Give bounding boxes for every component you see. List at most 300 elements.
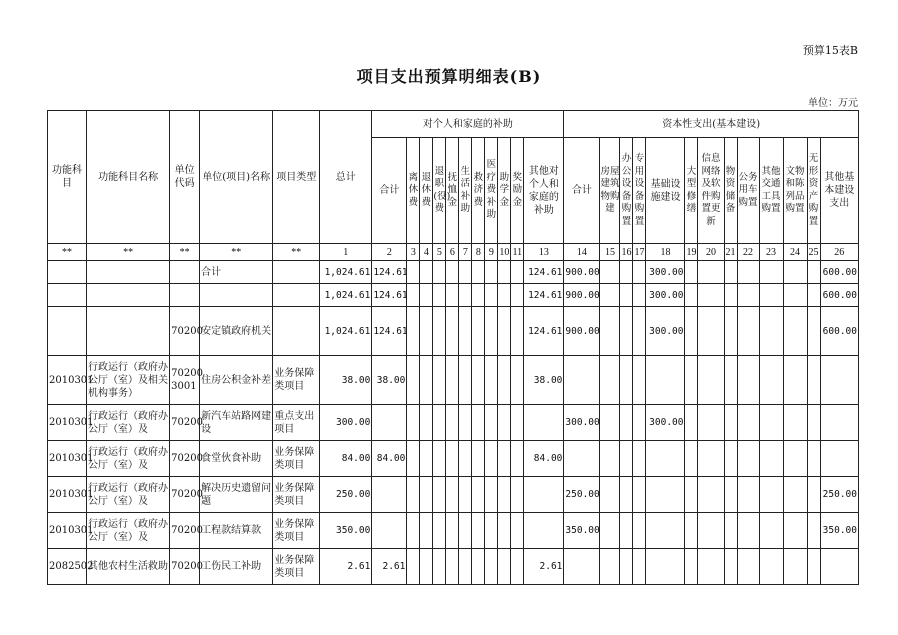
cell-func-name: 行政运行（政府办公厅（室）及 (87, 441, 170, 477)
cell-empty (724, 513, 737, 549)
cell-total: 350.00 (320, 513, 372, 549)
cell-empty (498, 307, 511, 356)
cell-k-total (564, 441, 600, 477)
cell-empty (433, 405, 446, 441)
table-row (48, 405, 859, 441)
cell-k-total: 300.00 (564, 405, 600, 441)
cell-empty (600, 405, 620, 441)
cell-proj-type: 业务保障类项目 (273, 549, 320, 585)
cell-empty (498, 513, 511, 549)
cell-empty (407, 441, 420, 477)
cell-empty (485, 441, 498, 477)
cell-k-other: 600.00 (820, 284, 858, 307)
cell-empty (698, 307, 724, 356)
cell-empty (807, 284, 820, 307)
cell-empty (807, 513, 820, 549)
cell-empty (446, 261, 459, 284)
table-row (48, 356, 859, 405)
index-cell: ** (87, 244, 170, 261)
cell-proj-type (273, 284, 320, 307)
cell-empty (407, 261, 420, 284)
cell-s-total (372, 513, 407, 549)
header-group-capital: 资本性支出(基本建设) (564, 111, 859, 138)
cell-empty (620, 477, 633, 513)
cell-func-code: 2010301 (48, 513, 87, 549)
cell-unit-code: 70200 (170, 513, 200, 549)
cell-empty (407, 284, 420, 307)
cell-empty (759, 549, 783, 585)
cell-k-total: 250.00 (564, 477, 600, 513)
cell-empty (698, 284, 724, 307)
cell-unit-code: 70200 (170, 307, 200, 356)
table-row (48, 513, 859, 549)
header-unit-code: 单位代码 (170, 111, 200, 244)
cell-unit-name: 合计 (200, 261, 273, 284)
cell-empty (783, 405, 807, 441)
cell-proj-type (273, 261, 320, 284)
cell-empty (759, 261, 783, 284)
cell-empty (633, 356, 646, 405)
table-row (48, 477, 859, 513)
cell-empty (446, 405, 459, 441)
cell-func-code: 2010301 (48, 441, 87, 477)
cell-empty (737, 356, 759, 405)
cell-s-total: 124.61 (372, 307, 407, 356)
header-s-reward: 奖励金 (511, 138, 524, 244)
cell-s-total: 84.00 (372, 441, 407, 477)
index-cell: 23 (759, 244, 783, 261)
cell-empty (737, 477, 759, 513)
cell-s-other: 124.61 (524, 261, 564, 284)
cell-empty (459, 477, 472, 513)
table-row (48, 284, 859, 307)
cell-s-other: 124.61 (524, 284, 564, 307)
cell-empty (600, 549, 620, 585)
cell-k-infra: 300.00 (646, 284, 685, 307)
cell-empty (407, 307, 420, 356)
cell-empty (759, 477, 783, 513)
cell-empty (807, 356, 820, 405)
cell-empty (485, 261, 498, 284)
cell-s-other: 38.00 (524, 356, 564, 405)
header-s-total: 合计 (372, 138, 407, 244)
cell-unit-name: 住房公积金补差 (200, 356, 273, 405)
cell-empty (511, 261, 524, 284)
cell-s-other: 84.00 (524, 441, 564, 477)
cell-empty (685, 284, 698, 307)
cell-empty (498, 477, 511, 513)
header-func-code: 功能科目 (48, 111, 87, 244)
cell-empty (698, 356, 724, 405)
cell-empty (446, 307, 459, 356)
cell-total: 2.61 (320, 549, 372, 585)
cell-empty (433, 477, 446, 513)
cell-empty (737, 513, 759, 549)
cell-k-infra (646, 477, 685, 513)
cell-empty (737, 405, 759, 441)
index-cell: 6 (446, 244, 459, 261)
cell-k-infra: 300.00 (646, 405, 685, 441)
cell-empty (459, 284, 472, 307)
cell-empty (724, 307, 737, 356)
header-k-other: 其他基本建设支出 (820, 138, 858, 244)
header-k-car: 公务用车购置 (737, 138, 759, 244)
cell-empty (485, 477, 498, 513)
header-k-relics: 文物和陈列品购置 (783, 138, 807, 244)
cell-func-name: 行政运行（政府办公厅（室）及 (87, 405, 170, 441)
index-cell: 22 (737, 244, 759, 261)
header-k-total: 合计 (564, 138, 600, 244)
cell-empty (433, 356, 446, 405)
cell-empty (759, 307, 783, 356)
header-s-living: 生活补助 (459, 138, 472, 244)
cell-total: 38.00 (320, 356, 372, 405)
cell-s-other (524, 405, 564, 441)
cell-empty (633, 441, 646, 477)
index-cell: 16 (620, 244, 633, 261)
cell-empty (420, 549, 433, 585)
header-s-resign: 退职(役)费 (433, 138, 446, 244)
cell-empty (511, 405, 524, 441)
cell-empty (600, 284, 620, 307)
cell-k-infra (646, 441, 685, 477)
cell-s-total (372, 477, 407, 513)
cell-empty (433, 549, 446, 585)
header-func-name: 功能科目名称 (87, 111, 170, 244)
cell-empty (724, 284, 737, 307)
cell-func-name: 行政运行（政府办公厅（室）及 (87, 513, 170, 549)
cell-empty (724, 549, 737, 585)
cell-empty (783, 284, 807, 307)
cell-k-total (564, 549, 600, 585)
cell-k-other: 600.00 (820, 261, 858, 284)
header-total: 总计 (320, 111, 372, 244)
cell-empty (459, 261, 472, 284)
cell-func-code (48, 284, 87, 307)
cell-empty (737, 441, 759, 477)
cell-empty (485, 405, 498, 441)
index-cell: 8 (472, 244, 485, 261)
cell-empty (698, 513, 724, 549)
cell-empty (737, 307, 759, 356)
cell-k-infra (646, 513, 685, 549)
cell-func-name: 行政运行（政府办公厅（室）及相关机构事务） (87, 356, 170, 405)
cell-unit-code: 70200 (170, 477, 200, 513)
cell-empty (685, 261, 698, 284)
header-s-study: 助学金 (498, 138, 511, 244)
index-cell: 13 (524, 244, 564, 261)
cell-s-total (372, 405, 407, 441)
cell-func-code: 2010301 (48, 356, 87, 405)
cell-empty (485, 284, 498, 307)
cell-empty (407, 549, 420, 585)
cell-empty (698, 405, 724, 441)
index-cell: ** (48, 244, 87, 261)
cell-empty (633, 513, 646, 549)
table-row (48, 261, 859, 284)
budget-table (47, 110, 859, 585)
header-proj-type: 项目类型 (273, 111, 320, 244)
cell-proj-type: 重点支出项目 (273, 405, 320, 441)
cell-total: 1,024.61 (320, 261, 372, 284)
cell-empty (620, 405, 633, 441)
cell-s-total: 124.61 (372, 284, 407, 307)
form-number: 预算15表B (802, 44, 858, 57)
cell-unit-code (170, 284, 200, 307)
cell-func-code (48, 261, 87, 284)
cell-empty (420, 441, 433, 477)
cell-empty (737, 549, 759, 585)
cell-empty (459, 356, 472, 405)
cell-empty (807, 307, 820, 356)
cell-empty (698, 441, 724, 477)
cell-empty (472, 307, 485, 356)
cell-empty (511, 477, 524, 513)
cell-s-other: 2.61 (524, 549, 564, 585)
header-k-reserve: 物资储备 (724, 138, 737, 244)
cell-proj-type: 业务保障类项目 (273, 477, 320, 513)
index-cell: 9 (485, 244, 498, 261)
cell-empty (620, 261, 633, 284)
cell-empty (407, 405, 420, 441)
table-row (48, 441, 859, 477)
cell-k-other (820, 549, 858, 585)
header-unit-name: 单位(项目)名称 (200, 111, 273, 244)
cell-empty (807, 441, 820, 477)
table-row (48, 549, 859, 585)
cell-empty (498, 356, 511, 405)
index-cell: 25 (807, 244, 820, 261)
cell-empty (498, 261, 511, 284)
header-k-building: 房屋建筑物购建 (600, 138, 620, 244)
cell-empty (759, 405, 783, 441)
cell-s-other (524, 513, 564, 549)
cell-func-code: 2010301 (48, 405, 87, 441)
cell-k-other: 250.00 (820, 477, 858, 513)
header-k-office: 办公设备购置 (620, 138, 633, 244)
cell-func-name (87, 284, 170, 307)
cell-empty (420, 307, 433, 356)
index-cell: 5 (433, 244, 446, 261)
cell-empty (600, 477, 620, 513)
cell-empty (420, 261, 433, 284)
cell-empty (446, 549, 459, 585)
cell-empty (472, 405, 485, 441)
cell-empty (498, 549, 511, 585)
index-row (48, 244, 859, 261)
cell-empty (433, 441, 446, 477)
index-cell: 20 (698, 244, 724, 261)
cell-empty (407, 477, 420, 513)
cell-empty (446, 441, 459, 477)
cell-empty (485, 356, 498, 405)
cell-unit-code (170, 261, 200, 284)
cell-unit-name: 新汽车站路网建设 (200, 405, 273, 441)
cell-empty (446, 356, 459, 405)
header-s-retire: 离休费 (407, 138, 420, 244)
cell-k-infra: 300.00 (646, 261, 685, 284)
header-row-1 (48, 111, 859, 138)
index-cell: 1 (320, 244, 372, 261)
cell-empty (420, 284, 433, 307)
cell-empty (633, 477, 646, 513)
cell-k-infra: 300.00 (646, 307, 685, 356)
cell-total: 300.00 (320, 405, 372, 441)
cell-empty (759, 441, 783, 477)
cell-func-name: 其他农村生活救助 (87, 549, 170, 585)
cell-empty (737, 284, 759, 307)
cell-empty (759, 356, 783, 405)
header-s-medical: 医疗费补助 (485, 138, 498, 244)
cell-empty (472, 477, 485, 513)
cell-s-other: 124.61 (524, 307, 564, 356)
index-cell: 7 (459, 244, 472, 261)
index-cell: ** (170, 244, 200, 261)
cell-k-total: 900.00 (564, 261, 600, 284)
cell-empty (783, 549, 807, 585)
cell-empty (737, 261, 759, 284)
cell-empty (685, 405, 698, 441)
index-cell: 4 (420, 244, 433, 261)
cell-k-other: 350.00 (820, 513, 858, 549)
cell-empty (433, 307, 446, 356)
cell-func-code: 2082502 (48, 549, 87, 585)
cell-k-total (564, 356, 600, 405)
index-cell: 10 (498, 244, 511, 261)
cell-empty (600, 307, 620, 356)
cell-func-name (87, 307, 170, 356)
cell-k-total: 350.00 (564, 513, 600, 549)
cell-empty (783, 477, 807, 513)
index-cell: ** (200, 244, 273, 261)
index-cell: 11 (511, 244, 524, 261)
index-cell: ** (273, 244, 320, 261)
cell-empty (633, 405, 646, 441)
cell-proj-type: 业务保障类项目 (273, 441, 320, 477)
cell-empty (472, 284, 485, 307)
header-s-pension: 抚恤金 (446, 138, 459, 244)
cell-k-other: 600.00 (820, 307, 858, 356)
cell-empty (724, 405, 737, 441)
cell-empty (600, 441, 620, 477)
cell-empty (685, 307, 698, 356)
cell-empty (407, 513, 420, 549)
cell-empty (420, 513, 433, 549)
cell-empty (472, 513, 485, 549)
cell-empty (459, 405, 472, 441)
cell-unit-code: 70200 3001 (170, 356, 200, 405)
cell-empty (498, 405, 511, 441)
cell-empty (783, 356, 807, 405)
unit-label: 单位：万元 (808, 98, 858, 109)
cell-k-other (820, 441, 858, 477)
cell-empty (724, 261, 737, 284)
cell-empty (511, 307, 524, 356)
cell-k-infra (646, 356, 685, 405)
cell-empty (620, 513, 633, 549)
cell-empty (511, 356, 524, 405)
cell-empty (420, 356, 433, 405)
cell-unit-code: 70200 (170, 441, 200, 477)
index-cell: 15 (600, 244, 620, 261)
cell-empty (633, 307, 646, 356)
cell-empty (759, 513, 783, 549)
table-row (48, 307, 859, 356)
index-cell: 18 (646, 244, 685, 261)
cell-empty (807, 549, 820, 585)
header-k-repair: 大型修缮 (685, 138, 698, 244)
cell-empty (472, 441, 485, 477)
cell-unit-name: 解决历史遗留问题 (200, 477, 273, 513)
cell-empty (620, 549, 633, 585)
cell-empty (433, 284, 446, 307)
index-cell: 14 (564, 244, 600, 261)
cell-empty (685, 441, 698, 477)
cell-empty (807, 477, 820, 513)
cell-empty (620, 356, 633, 405)
cell-empty (783, 441, 807, 477)
page-title: 项目支出预算明细表(B) (356, 67, 542, 86)
cell-unit-name (200, 284, 273, 307)
cell-empty (459, 513, 472, 549)
cell-empty (698, 477, 724, 513)
cell-k-infra (646, 549, 685, 585)
cell-empty (459, 549, 472, 585)
cell-empty (620, 307, 633, 356)
cell-empty (698, 261, 724, 284)
cell-empty (511, 549, 524, 585)
cell-empty (698, 549, 724, 585)
cell-k-other (820, 356, 858, 405)
cell-empty (420, 405, 433, 441)
cell-empty (485, 549, 498, 585)
index-cell: 24 (783, 244, 807, 261)
cell-empty (724, 356, 737, 405)
cell-empty (511, 441, 524, 477)
cell-empty (685, 356, 698, 405)
cell-s-total: 38.00 (372, 356, 407, 405)
cell-empty (459, 441, 472, 477)
cell-empty (633, 284, 646, 307)
cell-empty (407, 356, 420, 405)
cell-empty (433, 513, 446, 549)
cell-unit-name: 工程款结算款 (200, 513, 273, 549)
index-cell: 19 (685, 244, 698, 261)
cell-proj-type: 业务保障类项目 (273, 513, 320, 549)
cell-empty (472, 356, 485, 405)
cell-total: 1,024.61 (320, 284, 372, 307)
cell-empty (685, 513, 698, 549)
cell-unit-code: 70200 (170, 405, 200, 441)
index-cell: 21 (724, 244, 737, 261)
cell-empty (724, 477, 737, 513)
cell-total: 250.00 (320, 477, 372, 513)
cell-func-name: 行政运行（政府办公厅（室）及 (87, 477, 170, 513)
cell-empty (600, 261, 620, 284)
cell-empty (511, 513, 524, 549)
cell-empty (783, 307, 807, 356)
cell-empty (600, 356, 620, 405)
cell-proj-type (273, 307, 320, 356)
cell-empty (807, 261, 820, 284)
cell-empty (472, 549, 485, 585)
cell-empty (620, 284, 633, 307)
cell-total: 84.00 (320, 441, 372, 477)
cell-empty (433, 261, 446, 284)
cell-empty (446, 284, 459, 307)
cell-empty (485, 513, 498, 549)
cell-k-total: 900.00 (564, 307, 600, 356)
